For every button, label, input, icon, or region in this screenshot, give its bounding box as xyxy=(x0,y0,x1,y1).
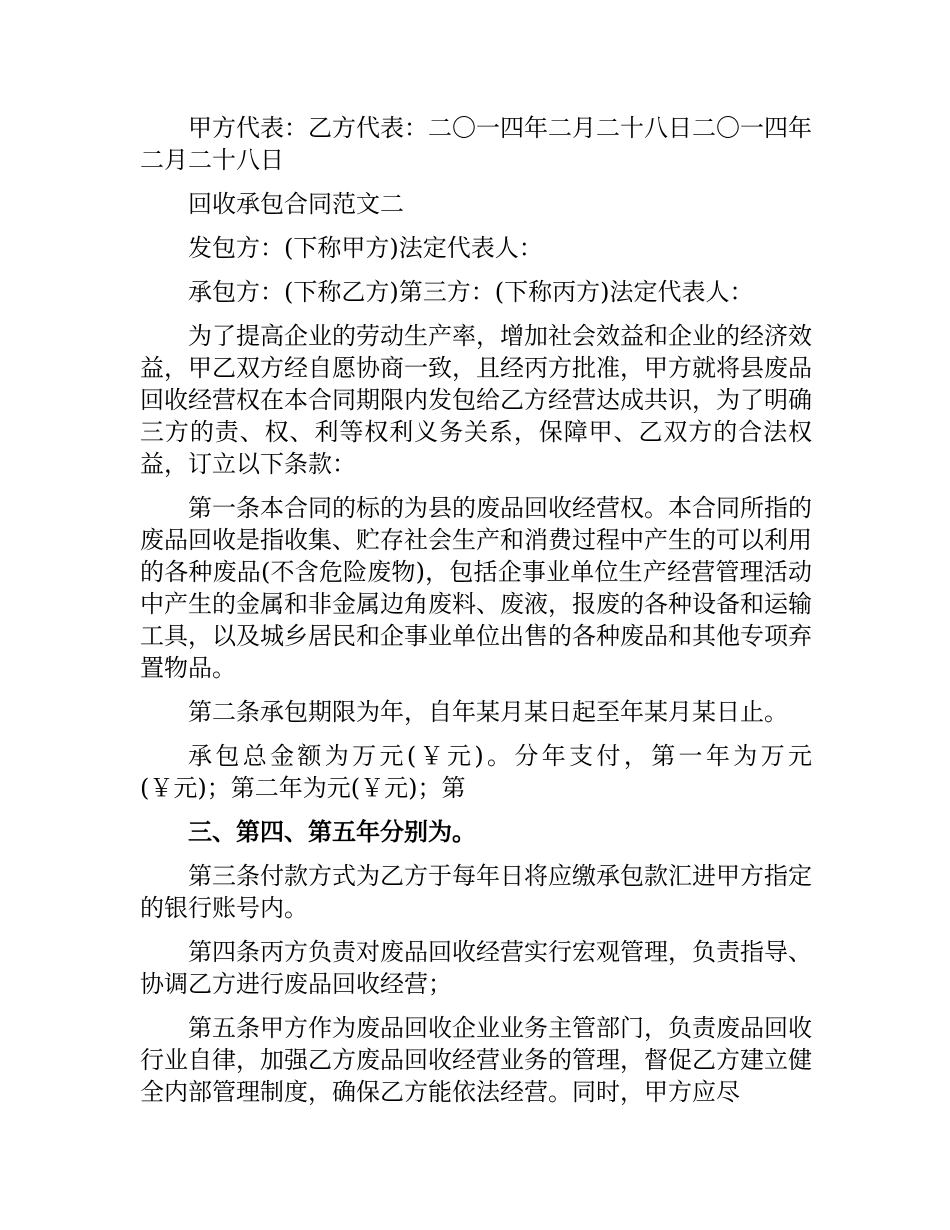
article-3: 第三条付款方式为乙方于每年日将应缴承包款汇进甲方指定的银行账号内。 xyxy=(140,862,812,922)
party-b-line: 承包方：(下称乙方)第三方：(下称丙方)法定代表人： xyxy=(188,278,754,306)
bold-heading: 三、第四、第五年分别为。 xyxy=(188,818,476,846)
payment-amount-paragraph: 承包总金额为万元(￥元)。分年支付，第一年为万元(￥元)；第二年为元(￥元)；第 xyxy=(140,742,812,802)
document-body xyxy=(140,112,812,1120)
article-5: 第五条甲方作为废品回收企业业务主管部门，负责废品回收行业自律，加强乙方废品回收经营业务的管理，督促乙方建立健全内部管理制度，确保乙方能依法经营。同时，甲方应尽 xyxy=(140,1014,812,1106)
party-a-line: 发包方：(下称甲方)法定代表人： xyxy=(188,234,543,262)
article-4: 第四条丙方负责对废品回收经营实行宏观管理，负责指导、协调乙方进行废品回收经营； xyxy=(140,938,812,998)
preamble-paragraph: 为了提高企业的劳动生产率，增加社会效益和企业的经济效益，甲乙双方经自愿协商一致，且经丙方批准，甲方就将县废品回收经营权在本合同期限内发包给乙方经营达成共识，为了明确三方的责、权、利等权利义务关系，保障甲、乙双方的合法权益，订立以下条款： xyxy=(140,322,812,478)
signature-line: 甲方代表：乙方代表：二〇一四年二月二十八日二〇一四年二月二十八日 xyxy=(140,114,812,174)
section-title: 回收承包合同范文二 xyxy=(188,190,404,218)
article-1: 第一条本合同的标的为县的废品回收经营权。本合同所指的废品回收是指收集、贮存社会生产和消费过程中产生的可以利用的各种废品(不含危险废物)，包括企事业单位生产经营管理活动中产生的金属和非金属边角废料、废液，报废的各种设备和运输工具，以及城乡居民和企事业单位出售的各种废品和其他专项弃置物品。 xyxy=(140,494,812,682)
article-2: 第二条承包期限为年，自年某月某日起至年某月某日止。 xyxy=(188,698,788,726)
